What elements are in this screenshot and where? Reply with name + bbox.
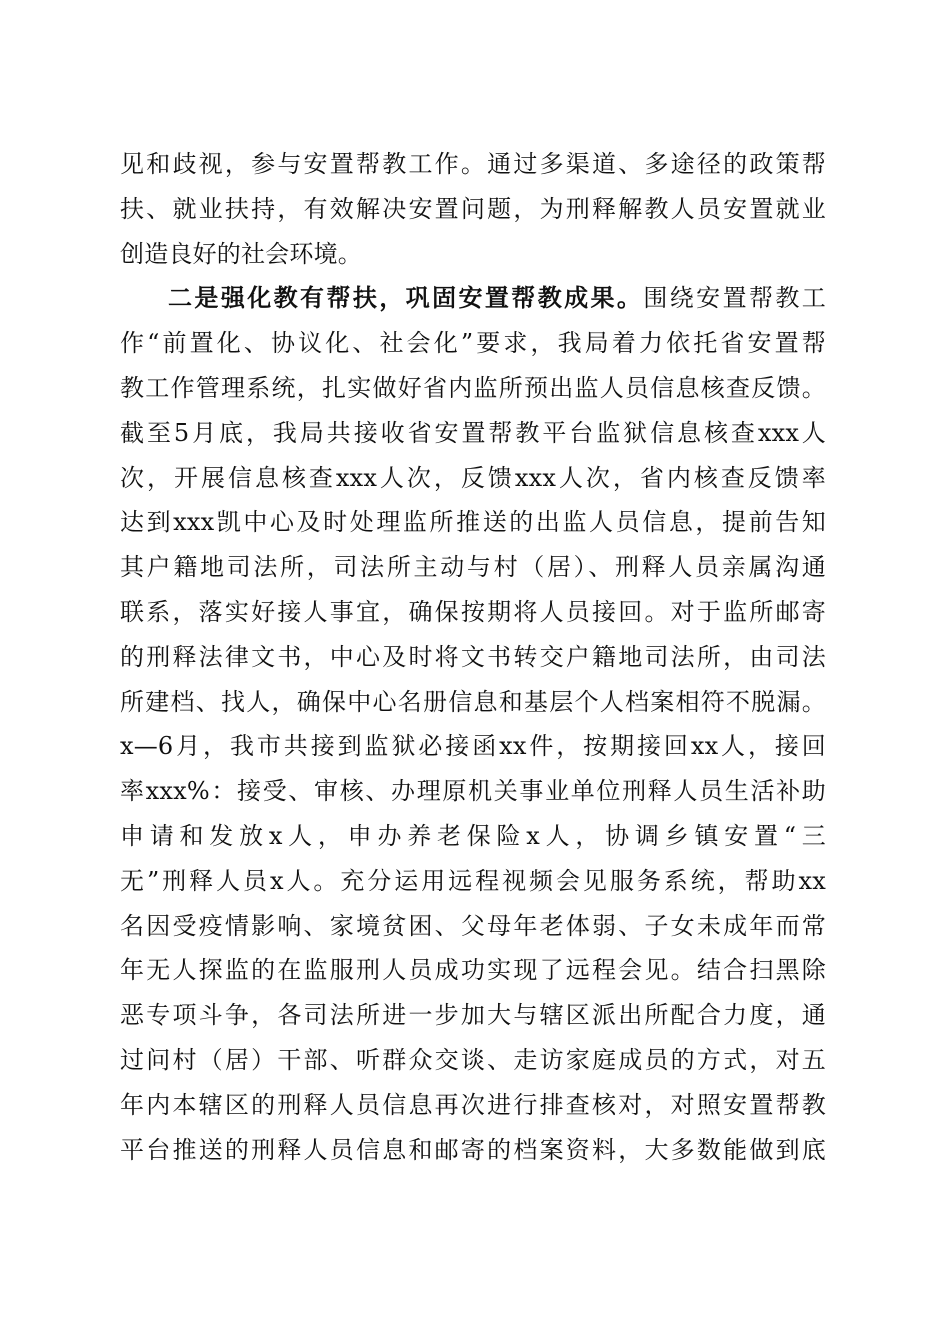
paragraph-2-line-6: 达到xxx凯中心及时处理监所推送的出监人员信息，提前告知 — [120, 508, 826, 537]
paragraph-2-heading: 二是强化教有帮扶，巩固安置帮教成果。 — [168, 283, 644, 313]
paragraph-2-line-17: 恶专项斗争，各司法所进一步加大与辖区派出所配合力度，通 — [120, 1001, 826, 1030]
paragraph-2-line-3: 教工作管理系统，扎实做好省内监所预出监人员信息核查反馈。 — [120, 373, 826, 402]
paragraph-1-line-2: 扶、就业扶持，有效解决安置问题，为刑释解教人员安置就业 — [120, 194, 826, 223]
paragraph-2-line-14: 无”刑释人员x人。充分运用远程视频会见服务系统，帮助xx — [120, 866, 826, 895]
paragraph-2-line-12: 率xxx%：接受、审核、办理原机关事业单位刑释人员生活补助 — [120, 777, 826, 806]
paragraph-2-first-line-rest: 围绕安置帮教工 — [643, 284, 826, 313]
paragraph-1-line-1: 见和歧视，参与安置帮教工作。通过多渠道、多途径的政策帮 — [120, 150, 826, 178]
paragraph-2-line-10: 所建档、找人，确保中心名册信息和基层个人档案相符不脱漏。 — [120, 687, 826, 716]
paragraph-2-first-line — [120, 276, 826, 321]
document-body — [120, 142, 826, 1172]
paragraph-2-line-5: 次，开展信息核查xxx人次，反馈xxx人次，省内核查反馈率 — [120, 463, 826, 492]
paragraph-2-line-7: 其户籍地司法所，司法所主动与村（居）、刑释人员亲属沟通 — [120, 553, 826, 582]
paragraph-2-line-16: 年无人探监的在监服刑人员成功实现了远程会见。结合扫黑除 — [120, 956, 826, 985]
paragraph-2-line-8: 联系，落实好接人事宜，确保按期将人员接回。对于监所邮寄 — [120, 597, 826, 626]
paragraph-2-line-4: 截至5月底，我局共接收省安置帮教平台监狱信息核查xxx人 — [120, 418, 826, 447]
paragraph-2-line-15: 名因受疫情影响、家境贫困、父母年老体弱、子女未成年而常 — [120, 911, 826, 940]
paragraph-2-line-9: 的刑释法律文书，中心及时将文书转交户籍地司法所，由司法 — [120, 642, 826, 671]
paragraph-2-line-11: x—6月，我市共接到监狱必接函xx件，按期接回xx人，接回 — [120, 732, 826, 761]
paragraph-2-line-2: 作“前置化、协议化、社会化”要求，我局着力依托省安置帮 — [120, 329, 826, 358]
paragraph-2-line-20: 平台推送的刑释人员信息和邮寄的档案资料，大多数能做到底 — [120, 1135, 826, 1164]
paragraph-2-line-13: 申请和发放x人，申办养老保险x人，协调乡镇安置“三 — [120, 821, 826, 850]
paragraph-2-line-19: 年内本辖区的刑释人员信息再次进行排查核对，对照安置帮教 — [120, 1090, 826, 1119]
paragraph-2-line-18: 过问村（居）干部、听群众交谈、走访家庭成员的方式，对五 — [120, 1045, 826, 1074]
paragraph-1-line-3: 创造良好的社会环境。 — [120, 239, 362, 268]
